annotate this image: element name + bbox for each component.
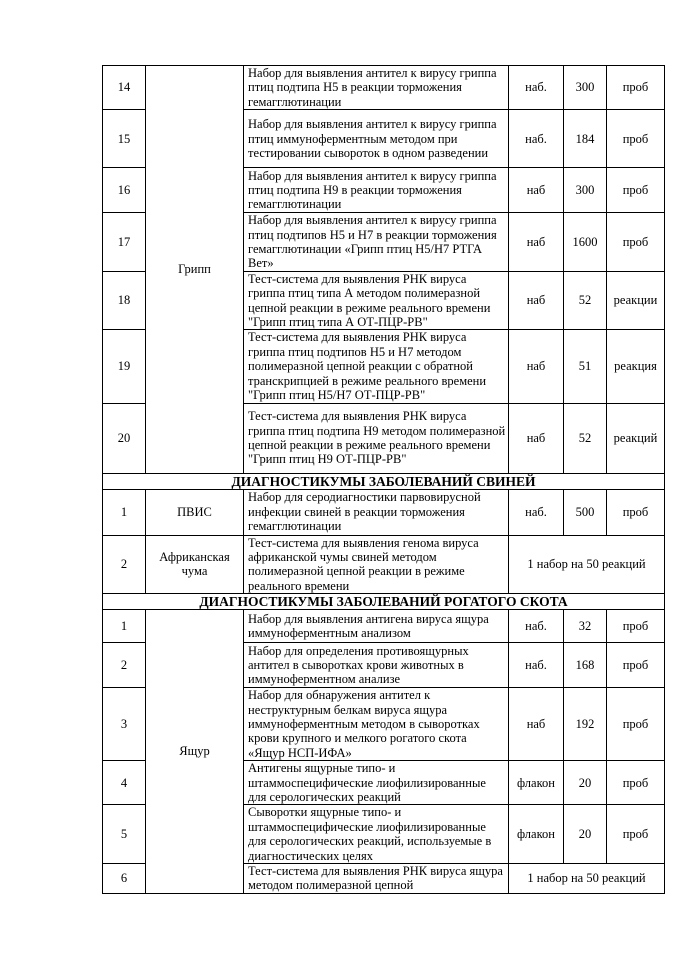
quantity-cell: 52 bbox=[564, 271, 607, 330]
description-cell: Тест-система для выявления генома вируса африканской чумы свиней методом полимеразной цепной реакции в режиме реального времени bbox=[244, 535, 509, 594]
measure-cell: проб bbox=[607, 168, 665, 213]
pack-note-cell: 1 набор на 50 реакций bbox=[509, 535, 665, 594]
description-cell: Набор для обнаружения антител к неструктурным белкам вируса ящура иммуноферментным методом в сыворотках крови крупного и мелкого рогатого скота «Ящур НСП-ИФА» bbox=[244, 688, 509, 761]
section-header-swine bbox=[103, 473, 665, 489]
measure-cell: реакции bbox=[607, 271, 665, 330]
description-cell: Тест-система для выявления РНК вируса ящура методом полимеразной цепной bbox=[244, 864, 509, 894]
quantity-cell: 300 bbox=[564, 168, 607, 213]
measure-cell: реакций bbox=[607, 403, 665, 473]
pack-note-cell: 1 набор на 50 реакций bbox=[509, 864, 665, 894]
quantity-cell: 300 bbox=[564, 66, 607, 110]
unit-cell: наб bbox=[509, 688, 564, 761]
description-cell: Набор для выявления антител к вирусу гриппа птиц подтипа Н5 в реакции торможения гемагглютинации bbox=[244, 66, 509, 110]
measure-cell: проб bbox=[607, 610, 665, 643]
unit-cell: наб. bbox=[509, 643, 564, 688]
row-number-cell: 20 bbox=[103, 403, 146, 473]
row-number-cell: 16 bbox=[103, 168, 146, 213]
disease-cell-fmd: Ящур bbox=[146, 610, 244, 894]
row-number-cell: 3 bbox=[103, 688, 146, 761]
disease-cell-pvis: ПВИС bbox=[146, 489, 244, 535]
unit-cell: наб. bbox=[509, 489, 564, 535]
table-row bbox=[103, 535, 665, 594]
row-number-cell: 5 bbox=[103, 805, 146, 864]
quantity-cell: 20 bbox=[564, 761, 607, 805]
measure-cell: проб bbox=[607, 805, 665, 864]
row-number-cell: 2 bbox=[103, 643, 146, 688]
unit-cell: наб bbox=[509, 330, 564, 403]
section-header-cattle bbox=[103, 594, 665, 610]
measure-cell: проб bbox=[607, 688, 665, 761]
description-cell: Тест-система для выявления РНК вируса гриппа птиц подтипов Н5 и Н7 методом полимеразной цепной реакции с обратной транскрипцией в режиме реального времени "Грипп птиц Н5/Н7 ОТ-ПЦР-РВ" bbox=[244, 330, 509, 403]
description-cell: Набор для серодиагностики парвовирусной инфекции свиней в реакции торможения гемагглютинации bbox=[244, 489, 509, 535]
description-cell: Сыворотки ящурные типо- и штаммоспецифические лиофилизированные для серологических реакций, используемые в диагностических целях bbox=[244, 805, 509, 864]
quantity-cell: 168 bbox=[564, 643, 607, 688]
quantity-cell: 32 bbox=[564, 610, 607, 643]
table-row bbox=[103, 66, 665, 110]
description-cell: Набор для выявления антител к вирусу гриппа птиц иммуноферментным методом при тестировании сывороток в одном разведении bbox=[244, 110, 509, 168]
row-number-cell: 1 bbox=[103, 489, 146, 535]
description-cell: Тест-система для выявления РНК вируса гриппа птиц типа А методом полимеразной цепной реакции в режиме реального времени "Грипп птиц типа А ОТ-ПЦР-РВ" bbox=[244, 271, 509, 330]
description-cell: Тест-система для выявления РНК вируса гриппа птиц подтипа Н9 методом полимеразной цепной реакции в режиме реального времени "Грипп птиц Н9 ОТ-ПЦР-РВ" bbox=[244, 403, 509, 473]
measure-cell: проб bbox=[607, 643, 665, 688]
unit-cell: наб bbox=[509, 168, 564, 213]
description-cell: Набор для выявления антител к вирусу гриппа птиц подтипа Н9 в реакции торможения гемагглютинации bbox=[244, 168, 509, 213]
row-number-cell: 14 bbox=[103, 66, 146, 110]
description-cell: Набор для выявления антител к вирусу гриппа птиц подтипов Н5 и Н7 в реакции торможения гемагглютинации «Грипп птиц Н5/Н7 РТГА Вет» bbox=[244, 213, 509, 272]
section-title: ДИАГНОСТИКУМЫ ЗАБОЛЕВАНИЙ СВИНЕЙ bbox=[103, 473, 665, 489]
row-number-cell: 4 bbox=[103, 761, 146, 805]
quantity-cell: 51 bbox=[564, 330, 607, 403]
measure-cell: проб bbox=[607, 213, 665, 272]
diagnostics-table bbox=[102, 65, 665, 894]
unit-cell: наб bbox=[509, 213, 564, 272]
row-number-cell: 15 bbox=[103, 110, 146, 168]
measure-cell: проб bbox=[607, 761, 665, 805]
disease-cell-flu: Грипп bbox=[146, 66, 244, 474]
unit-cell: наб. bbox=[509, 66, 564, 110]
description-cell: Набор для выявления антигена вируса ящура иммуноферментным анализом bbox=[244, 610, 509, 643]
quantity-cell: 184 bbox=[564, 110, 607, 168]
row-number-cell: 19 bbox=[103, 330, 146, 403]
unit-cell: флакон bbox=[509, 761, 564, 805]
row-number-cell: 2 bbox=[103, 535, 146, 594]
description-cell: Антигены ящурные типо- и штаммоспецифические лиофилизированные для серологических реакций bbox=[244, 761, 509, 805]
table-row bbox=[103, 610, 665, 643]
measure-cell: реакция bbox=[607, 330, 665, 403]
disease-cell-asf: Африканская чума bbox=[146, 535, 244, 594]
row-number-cell: 6 bbox=[103, 864, 146, 894]
description-cell: Набор для определения противоящурных антител в сыворотках крови животных в иммуноферментном анализе bbox=[244, 643, 509, 688]
quantity-cell: 20 bbox=[564, 805, 607, 864]
section-title: ДИАГНОСТИКУМЫ ЗАБОЛЕВАНИЙ РОГАТОГО СКОТА bbox=[103, 594, 665, 610]
quantity-cell: 1600 bbox=[564, 213, 607, 272]
measure-cell: проб bbox=[607, 66, 665, 110]
quantity-cell: 192 bbox=[564, 688, 607, 761]
unit-cell: флакон bbox=[509, 805, 564, 864]
unit-cell: наб. bbox=[509, 110, 564, 168]
row-number-cell: 18 bbox=[103, 271, 146, 330]
unit-cell: наб. bbox=[509, 610, 564, 643]
quantity-cell: 52 bbox=[564, 403, 607, 473]
row-number-cell: 1 bbox=[103, 610, 146, 643]
measure-cell: проб bbox=[607, 110, 665, 168]
unit-cell: наб bbox=[509, 271, 564, 330]
table-row bbox=[103, 489, 665, 535]
quantity-cell: 500 bbox=[564, 489, 607, 535]
measure-cell: проб bbox=[607, 489, 665, 535]
unit-cell: наб bbox=[509, 403, 564, 473]
row-number-cell: 17 bbox=[103, 213, 146, 272]
